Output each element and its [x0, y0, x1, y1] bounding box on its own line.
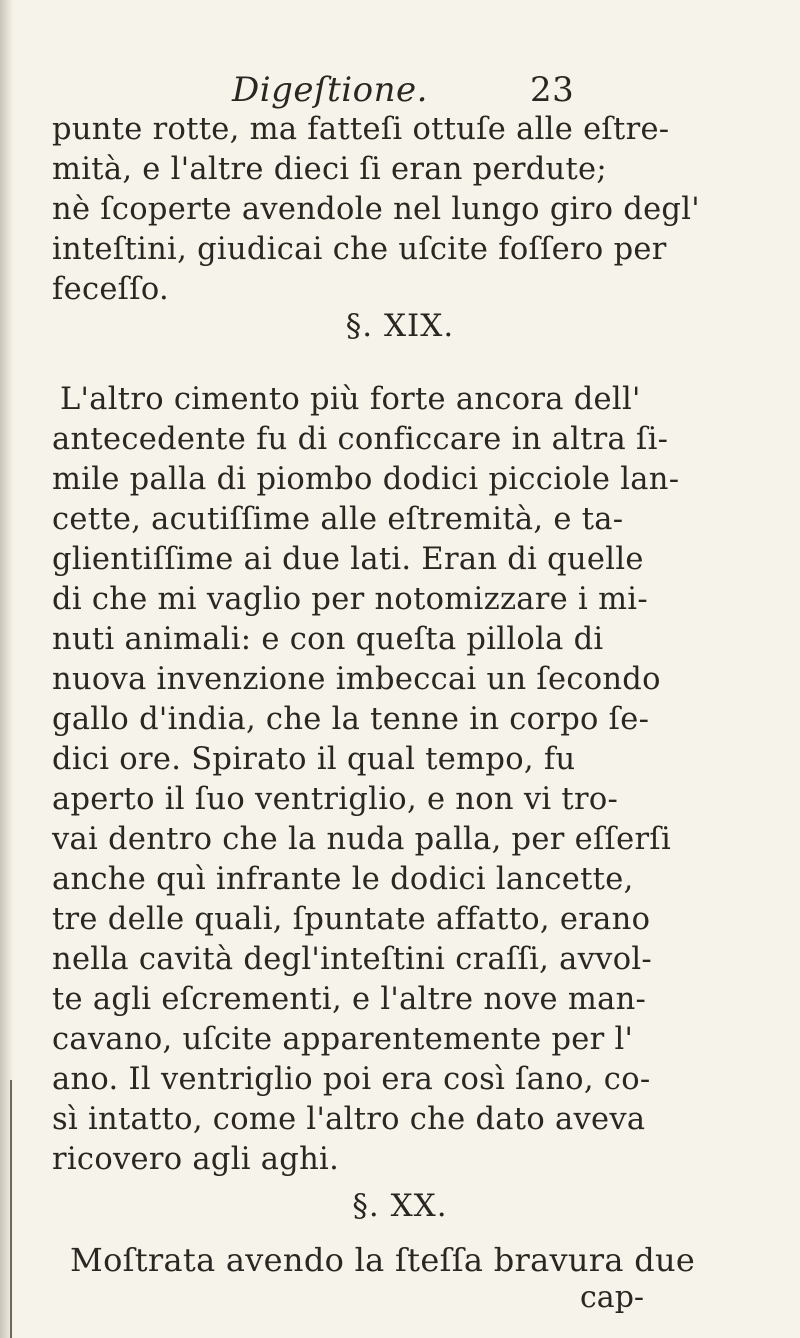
page-number: 23	[530, 70, 575, 110]
text-line: tre delle quali, ſpuntate affatto, erano	[52, 902, 651, 937]
running-title: Digeſtione.	[232, 70, 428, 110]
text-line: gallo d'india, che la tenne in corpo ſe-	[52, 702, 650, 737]
text-line: mile palla di piombo dodici picciole lan-	[52, 462, 680, 497]
section-heading-xx: §. XX.	[352, 1188, 448, 1224]
text-line: punte rotte, ma fatteſi ottuſe alle eſtre-	[52, 112, 670, 147]
text-line: te agli eſcrementi, e l'altre nove man-	[52, 982, 647, 1017]
text-line: di che mi vaglio per notomizzare i mi-	[52, 582, 648, 617]
text-line: ricovero agli aghi.	[52, 1142, 340, 1177]
catchword: cap-	[580, 1280, 645, 1315]
text-line: antecedente fu di conficcare in altra ſi-	[52, 422, 669, 457]
text-line: nella cavità degl'inteſtini craſſi, avvol-	[52, 942, 653, 977]
text-line: nuti animali: e con queſta pillola di	[52, 622, 604, 657]
text-line: L'altro cimento più forte ancora dell'	[60, 382, 641, 417]
text-line: glientiſſime ai due lati. Eran di quelle	[52, 542, 644, 577]
text-line: aperto il ſuo ventriglio, e non vi tro-	[52, 782, 619, 817]
text-line: mità, e l'altre dieci ſi eran perdute;	[52, 152, 607, 187]
text-line: vai dentro che la nuda palla, per eſſerſi	[52, 822, 672, 857]
text-line: nuova invenzione imbeccai un ſecondo	[52, 662, 661, 697]
text-line: Moſtrata avendo la ſteſſa bravura due	[70, 1241, 696, 1279]
section-heading-xix: §. XIX.	[345, 308, 455, 344]
text-line: anche quì infrante le dodici lancette,	[52, 862, 634, 897]
text-line: ano. Il ventriglio poi era così ſano, co-	[52, 1062, 651, 1097]
text-line: dici ore. Spirato il qual tempo, fu	[52, 742, 576, 777]
text-line: inteſtini, giudicai che uſcite foſſero per	[52, 232, 667, 267]
text-line: feceſſo.	[52, 272, 169, 307]
text-line: cavano, uſcite apparentemente per l'	[52, 1022, 634, 1057]
text-line: nè ſcoperte avendole nel lungo giro degl'	[52, 192, 700, 227]
text-line: sì intatto, come l'altro che dato aveva	[52, 1102, 646, 1137]
text-line: cette, acutiſſime alle eſtremità, e ta-	[52, 502, 624, 537]
